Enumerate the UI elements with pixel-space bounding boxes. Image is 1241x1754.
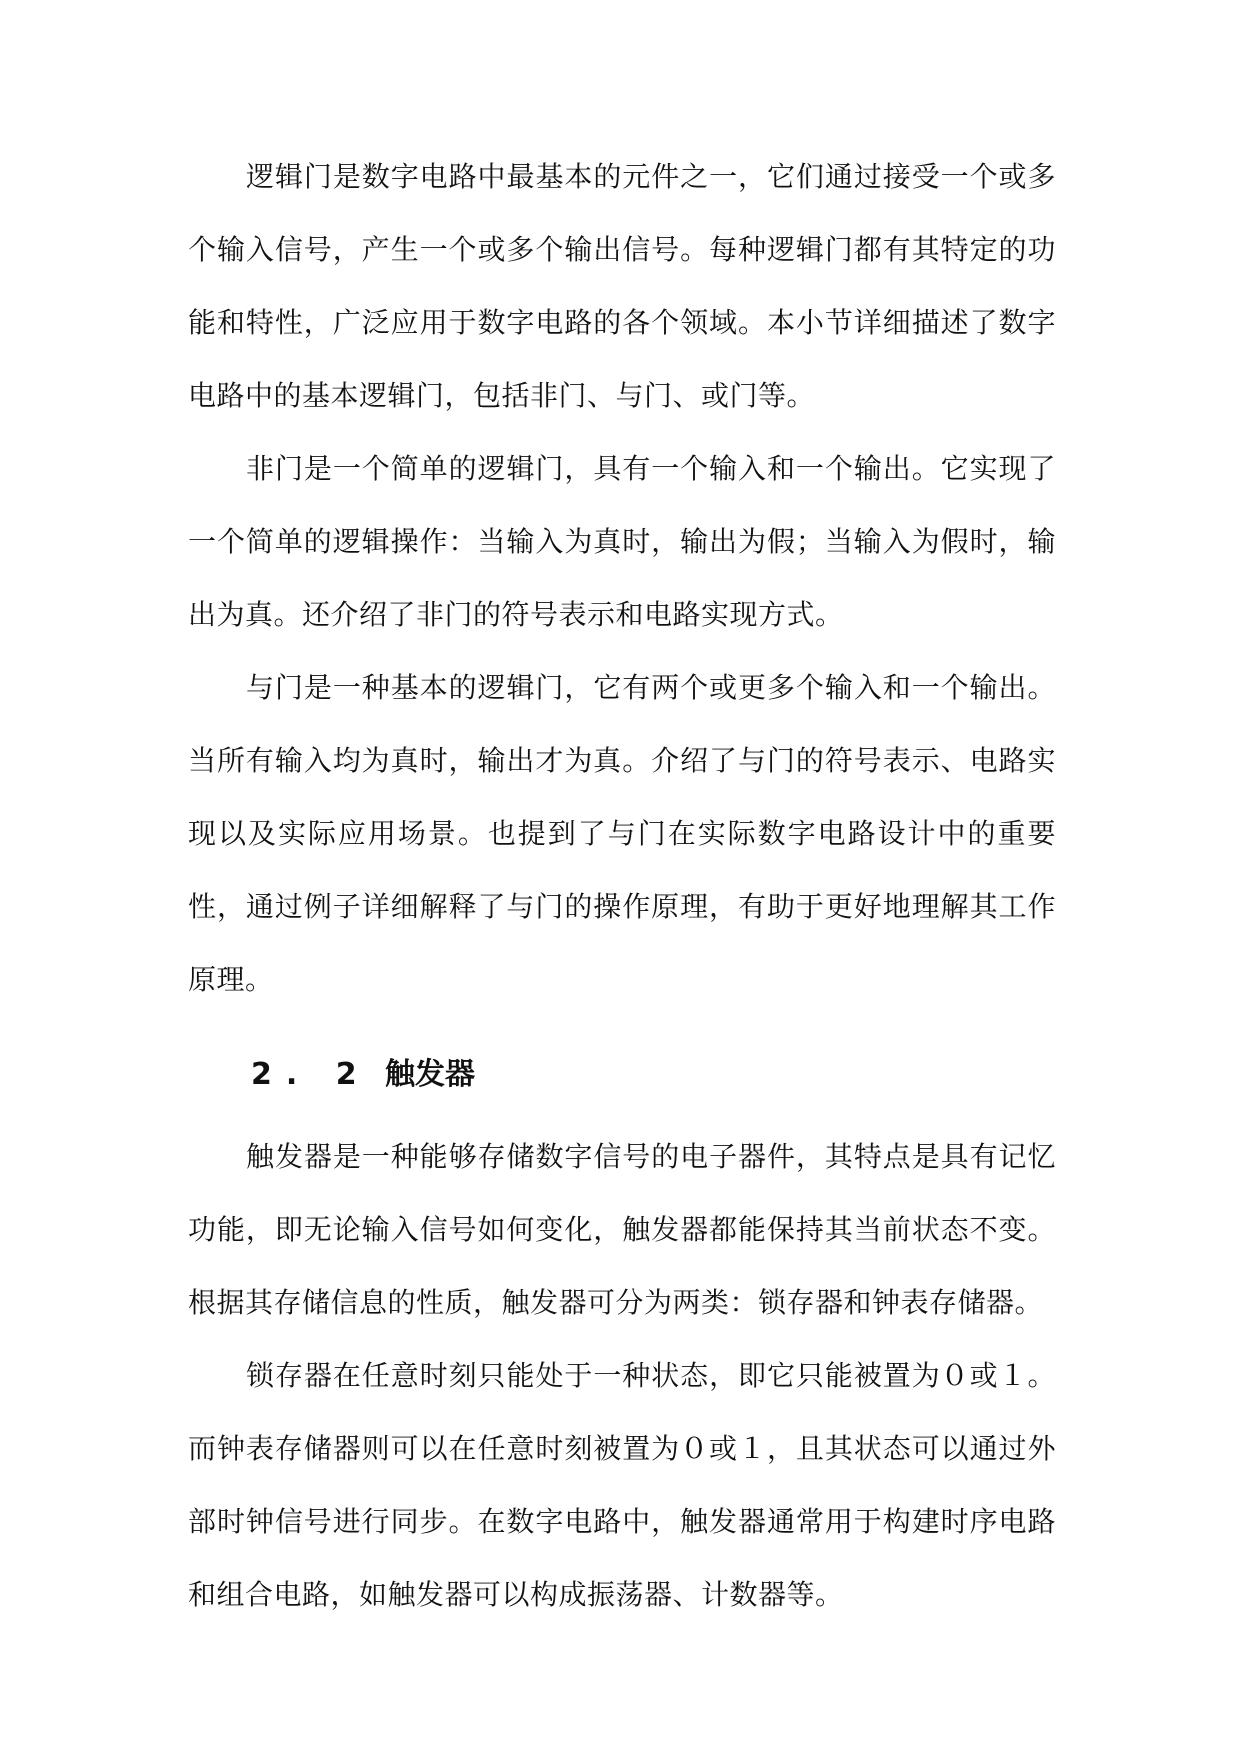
paragraph-latch-clock-storage: 锁存器在任意时刻只能处于一种状态，即它只能被置为０或１。而钟表存储器则可以在任意时刻被置为０或１，且其状态可以通过外部时钟信号进行同步。在数字电路中，触发器通常用于构建时序电路和组合电路，如触发器可以构成振荡器、计数器等。	[188, 1359, 1056, 1611]
section-title: 触发器	[385, 1057, 476, 1092]
section-number: 2. 2	[251, 1057, 371, 1092]
document-body	[188, 140, 1056, 1631]
section-heading	[188, 1050, 1056, 1100]
paragraph-flip-flop-intro: 触发器是一种能够存储数字信号的电子器件，其特点是具有记忆功能，即无论输入信号如何变化，触发器都能保持其当前状态不变。根据其存储信息的性质，触发器可分为两类：锁存器和钟表存储器。	[188, 1140, 1056, 1319]
paragraph-and-gate: 与门是一种基本的逻辑门，它有两个或更多个输入和一个输出。当所有输入均为真时，输出才为真。介绍了与门的符号表示、电路实现以及实际应用场景。也提到了与门在实际数字电路设计中的重要性，通过例子详细解释了与门的操作原理，有助于更好地理解其工作原理。	[188, 671, 1056, 996]
paragraph-logic-gates-intro: 逻辑门是数字电路中最基本的元件之一，它们通过接受一个或多个输入信号，产生一个或多个输出信号。每种逻辑门都有其特定的功能和特性，广泛应用于数字电路的各个领域。本小节详细描述了数字电路中的基本逻辑门，包括非门、与门、或门等。	[188, 160, 1056, 412]
paragraph-not-gate: 非门是一个简单的逻辑门，具有一个输入和一个输出。它实现了一个简单的逻辑操作：当输入为真时，输出为假；当输入为假时，输出为真。还介绍了非门的符号表示和电路实现方式。	[188, 452, 1056, 631]
